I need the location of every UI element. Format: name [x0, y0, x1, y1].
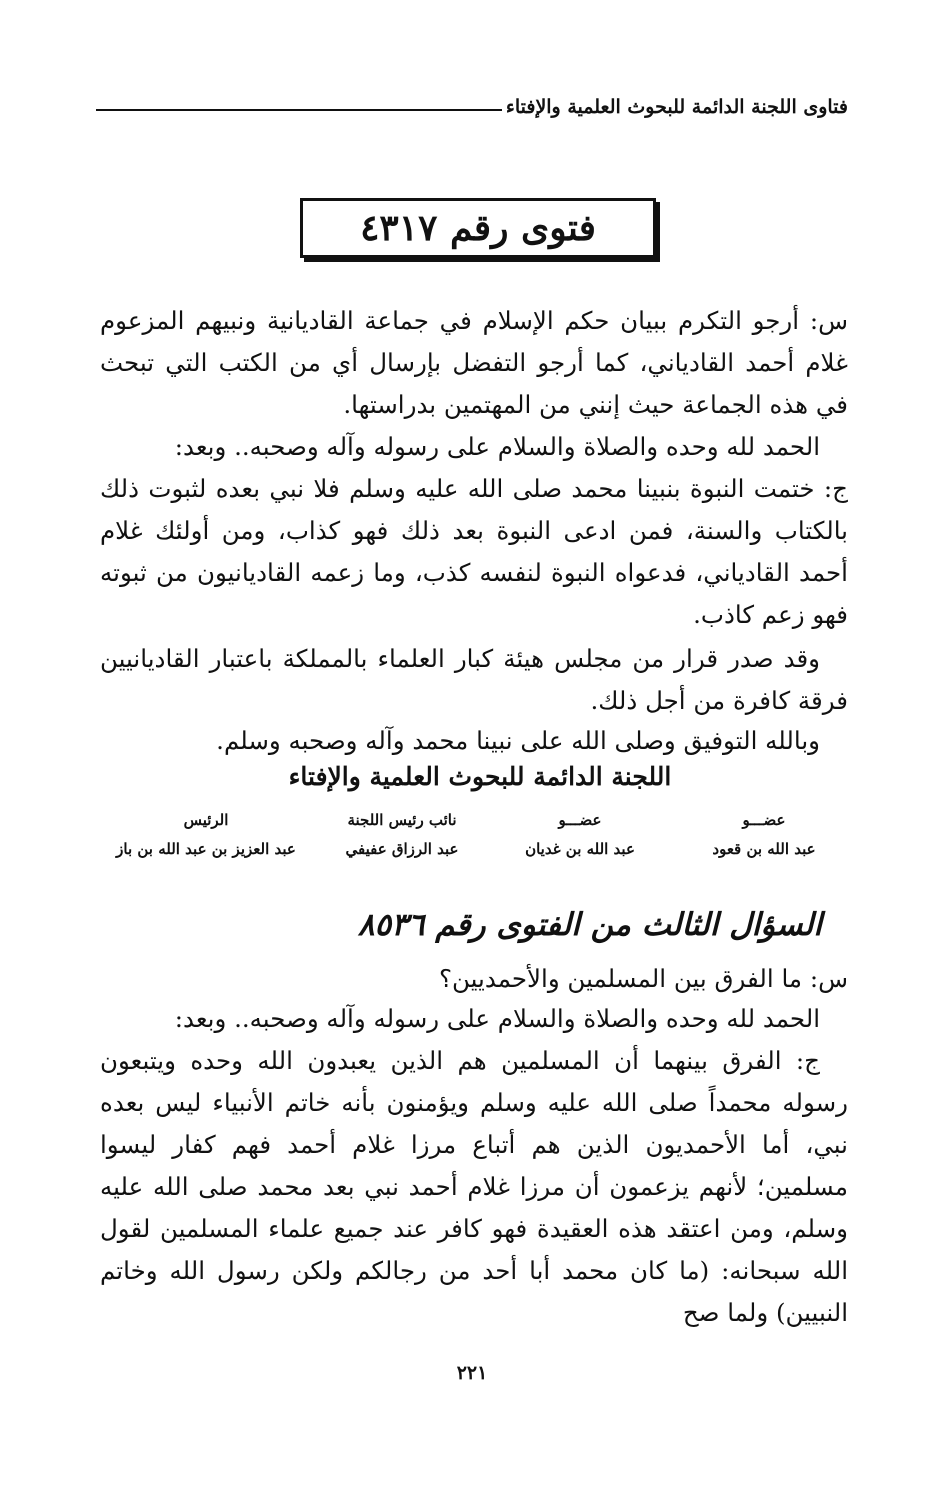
- signatory-member-2: [684, 806, 844, 864]
- section-answer: ج: الفرق بينهما أن المسلمين هم الذين يعبدون الله وحده ويتبعون رسوله محمداً صلى الله عليه وسلم ويؤمنون بأنه خاتم الأنبياء ليس بعده نبي، أما الأحمديون الذين هم أتباع مرزا غلام أحمد فهم كفار ليسوا مسلمين؛ لأنهم يزعمون أن مرزا غلام أحمد نبي بعد محمد صلى الله عليه وسلم، ومن اعتقد هذه العقيدة فهو كافر عند جميع علماء المسلمين لقول الله سبحانه: (ما كان محمد أبا أحد من رجالكم ولكن رسول الله وخاتم النبيين) ولما صح: [100, 1046, 848, 1327]
- signatory-name: عبد الله بن غديان: [525, 840, 635, 858]
- section-heading: السؤال الثالث من الفتوى رقم ٨٥٣٦: [357, 907, 822, 943]
- signatory-name: عبد الرزاق عفيفي: [345, 840, 459, 858]
- fatwa-closing: وبالله التوفيق وصلى الله على نبينا محمد وآله وصحبه وسلم.: [216, 726, 820, 755]
- signatory-member-1: [500, 806, 660, 864]
- signatory-role: الرئيس: [183, 811, 229, 829]
- signatory-role: عضـــو: [742, 811, 786, 829]
- page-number: ٢٢١: [456, 1362, 488, 1384]
- fatwa-praise: الحمد لله وحده والصلاة والسلام على رسوله وآله وصحبه.. وبعد:: [174, 432, 820, 461]
- header-rule: [96, 109, 502, 111]
- fatwa-decision: وقد صدر قرار من مجلس هيئة كبار العلماء بالمملكة باعتبار القاديانيين فرقة كافرة من أجل ذلك.: [100, 644, 848, 715]
- signatory-name: عبد العزيز بن عبد الله بن باز: [116, 840, 296, 858]
- signatory-role: نائب رئيس اللجنة: [347, 811, 457, 829]
- running-title: فتاوى اللجنة الدائمة للبحوث العلمية والإفتاء: [505, 96, 848, 118]
- fatwa-answer: ج: ختمت النبوة بنبينا محمد صلى الله عليه وسلم فلا نبي بعده لثبوت ذلك بالكتاب والسنة، فمن ادعى النبوة بعد ذلك فهو كذاب، ومن أولئك غلام أحمد القادياني، فدعواه النبوة لنفسه كذب، وما زعمه القاديانيون من ثبوته فهو زعم كاذب.: [100, 474, 848, 629]
- section-question: س: ما الفرق بين المسلمين والأحمديين؟: [439, 964, 848, 993]
- signatory-name: عبد الله بن قعود: [712, 840, 816, 858]
- running-header: [96, 88, 848, 118]
- section-praise: الحمد لله وحده والصلاة والسلام على رسوله وآله وصحبه.. وبعد:: [174, 1004, 820, 1033]
- fatwa-question: س: أرجو التكرم ببيان حكم الإسلام في جماعة القاديانية ونبيهم المزعوم غلام أحمد القادياني، كما أرجو التفضل بإرسال أي من الكتب التي تبحث في هذه الجماعة حيث إنني من المهتمين بدراستها.: [100, 306, 848, 419]
- signatory-role: عضـــو: [558, 811, 602, 829]
- signatory-president: [96, 806, 316, 864]
- signatory-vice-president: [322, 806, 482, 864]
- fatwa-title: فتوى رقم ٤٣١٧: [300, 198, 656, 258]
- committee-name: اللجنة الدائمة للبحوث العلمية والإفتاء: [288, 762, 672, 791]
